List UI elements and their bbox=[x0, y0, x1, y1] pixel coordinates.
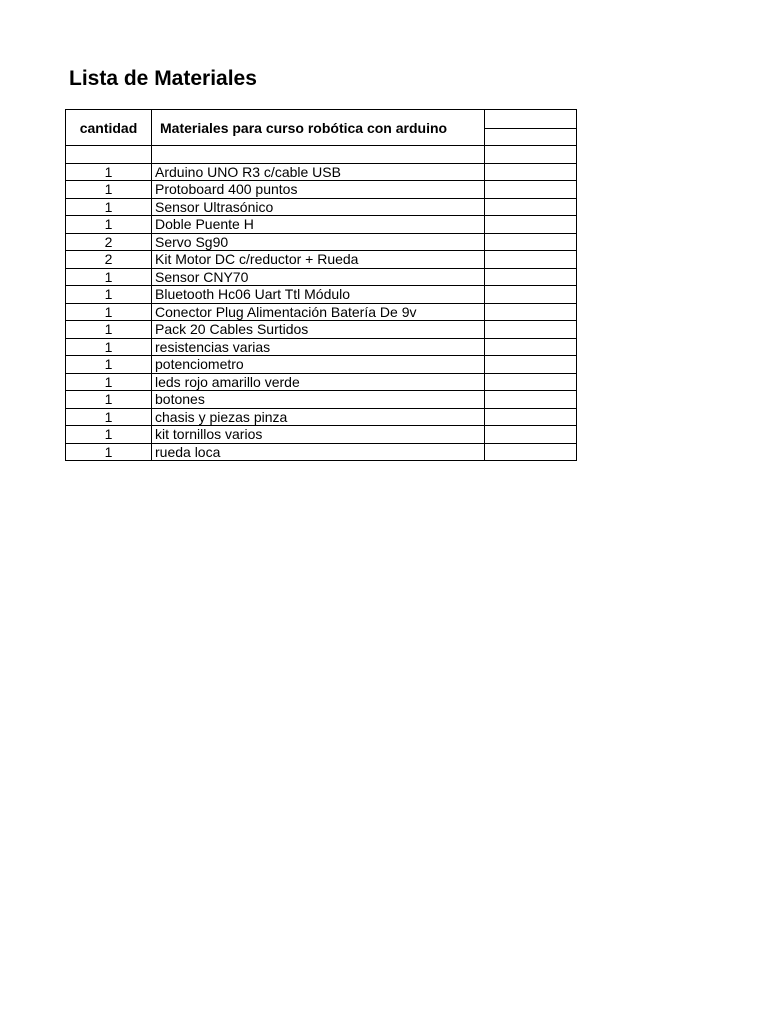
row-material: botones bbox=[152, 391, 485, 409]
row-material: resistencias varias bbox=[152, 338, 485, 356]
row-empty-cell bbox=[485, 251, 577, 269]
table-row bbox=[66, 216, 577, 234]
row-material: Doble Puente H bbox=[152, 216, 485, 234]
blank-cell bbox=[152, 146, 485, 164]
row-quantity: 1 bbox=[66, 181, 152, 199]
row-empty-cell bbox=[485, 443, 577, 461]
row-empty-cell bbox=[485, 163, 577, 181]
table-row bbox=[66, 338, 577, 356]
table-row bbox=[66, 321, 577, 339]
row-empty-cell bbox=[485, 198, 577, 216]
table-header-row bbox=[66, 110, 577, 146]
row-quantity: 1 bbox=[66, 286, 152, 304]
row-quantity: 2 bbox=[66, 233, 152, 251]
row-empty-cell bbox=[485, 373, 577, 391]
row-material: leds rojo amarillo verde bbox=[152, 373, 485, 391]
table-row bbox=[66, 303, 577, 321]
row-empty-cell bbox=[485, 303, 577, 321]
row-quantity: 1 bbox=[66, 356, 152, 374]
row-empty-cell bbox=[485, 356, 577, 374]
row-material: Servo Sg90 bbox=[152, 233, 485, 251]
row-empty-cell bbox=[485, 321, 577, 339]
row-empty-cell bbox=[485, 391, 577, 409]
row-empty-cell bbox=[485, 216, 577, 234]
row-material: Kit Motor DC c/reductor + Rueda bbox=[152, 251, 485, 269]
row-material: Sensor CNY70 bbox=[152, 268, 485, 286]
row-empty-cell bbox=[485, 268, 577, 286]
row-quantity: 1 bbox=[66, 268, 152, 286]
row-material: Conector Plug Alimentación Batería De 9v bbox=[152, 303, 485, 321]
row-quantity: 1 bbox=[66, 216, 152, 234]
table-row bbox=[66, 408, 577, 426]
table-row bbox=[66, 233, 577, 251]
row-quantity: 1 bbox=[66, 338, 152, 356]
row-quantity: 1 bbox=[66, 373, 152, 391]
header-materials: Materiales para curso robótica con arduino bbox=[152, 110, 485, 146]
row-empty-cell bbox=[485, 408, 577, 426]
table-row bbox=[66, 163, 577, 181]
header-quantity: cantidad bbox=[66, 110, 152, 146]
page-title: Lista de Materiales bbox=[69, 67, 257, 90]
row-material: kit tornillos varios bbox=[152, 426, 485, 444]
blank-cell bbox=[485, 146, 577, 164]
row-material: Bluetooth Hc06 Uart Ttl Módulo bbox=[152, 286, 485, 304]
table-row bbox=[66, 286, 577, 304]
table-row bbox=[66, 391, 577, 409]
row-empty-cell bbox=[485, 233, 577, 251]
row-material: potenciometro bbox=[152, 356, 485, 374]
row-material: Protoboard 400 puntos bbox=[152, 181, 485, 199]
row-empty-cell bbox=[485, 426, 577, 444]
table-row bbox=[66, 251, 577, 269]
table-row bbox=[66, 373, 577, 391]
row-empty-cell bbox=[485, 338, 577, 356]
row-quantity: 1 bbox=[66, 408, 152, 426]
header-split-line bbox=[485, 128, 576, 129]
row-quantity: 1 bbox=[66, 443, 152, 461]
table-row bbox=[66, 268, 577, 286]
row-material: Arduino UNO R3 c/cable USB bbox=[152, 163, 485, 181]
row-quantity: 1 bbox=[66, 198, 152, 216]
row-empty-cell bbox=[485, 181, 577, 199]
row-quantity: 1 bbox=[66, 163, 152, 181]
blank-row bbox=[66, 146, 577, 164]
table-row bbox=[66, 198, 577, 216]
table-row bbox=[66, 443, 577, 461]
row-material: rueda loca bbox=[152, 443, 485, 461]
blank-cell bbox=[66, 146, 152, 164]
table-row bbox=[66, 426, 577, 444]
row-quantity: 1 bbox=[66, 303, 152, 321]
row-material: Pack 20 Cables Surtidos bbox=[152, 321, 485, 339]
materials-table-body bbox=[66, 110, 577, 461]
row-quantity: 1 bbox=[66, 391, 152, 409]
row-material: chasis y piezas pinza bbox=[152, 408, 485, 426]
row-empty-cell bbox=[485, 286, 577, 304]
row-quantity: 1 bbox=[66, 426, 152, 444]
row-quantity: 2 bbox=[66, 251, 152, 269]
header-empty-cell bbox=[485, 110, 577, 146]
table-row bbox=[66, 356, 577, 374]
materials-table bbox=[65, 109, 577, 461]
row-material: Sensor Ultrasónico bbox=[152, 198, 485, 216]
table-row bbox=[66, 181, 577, 199]
row-quantity: 1 bbox=[66, 321, 152, 339]
